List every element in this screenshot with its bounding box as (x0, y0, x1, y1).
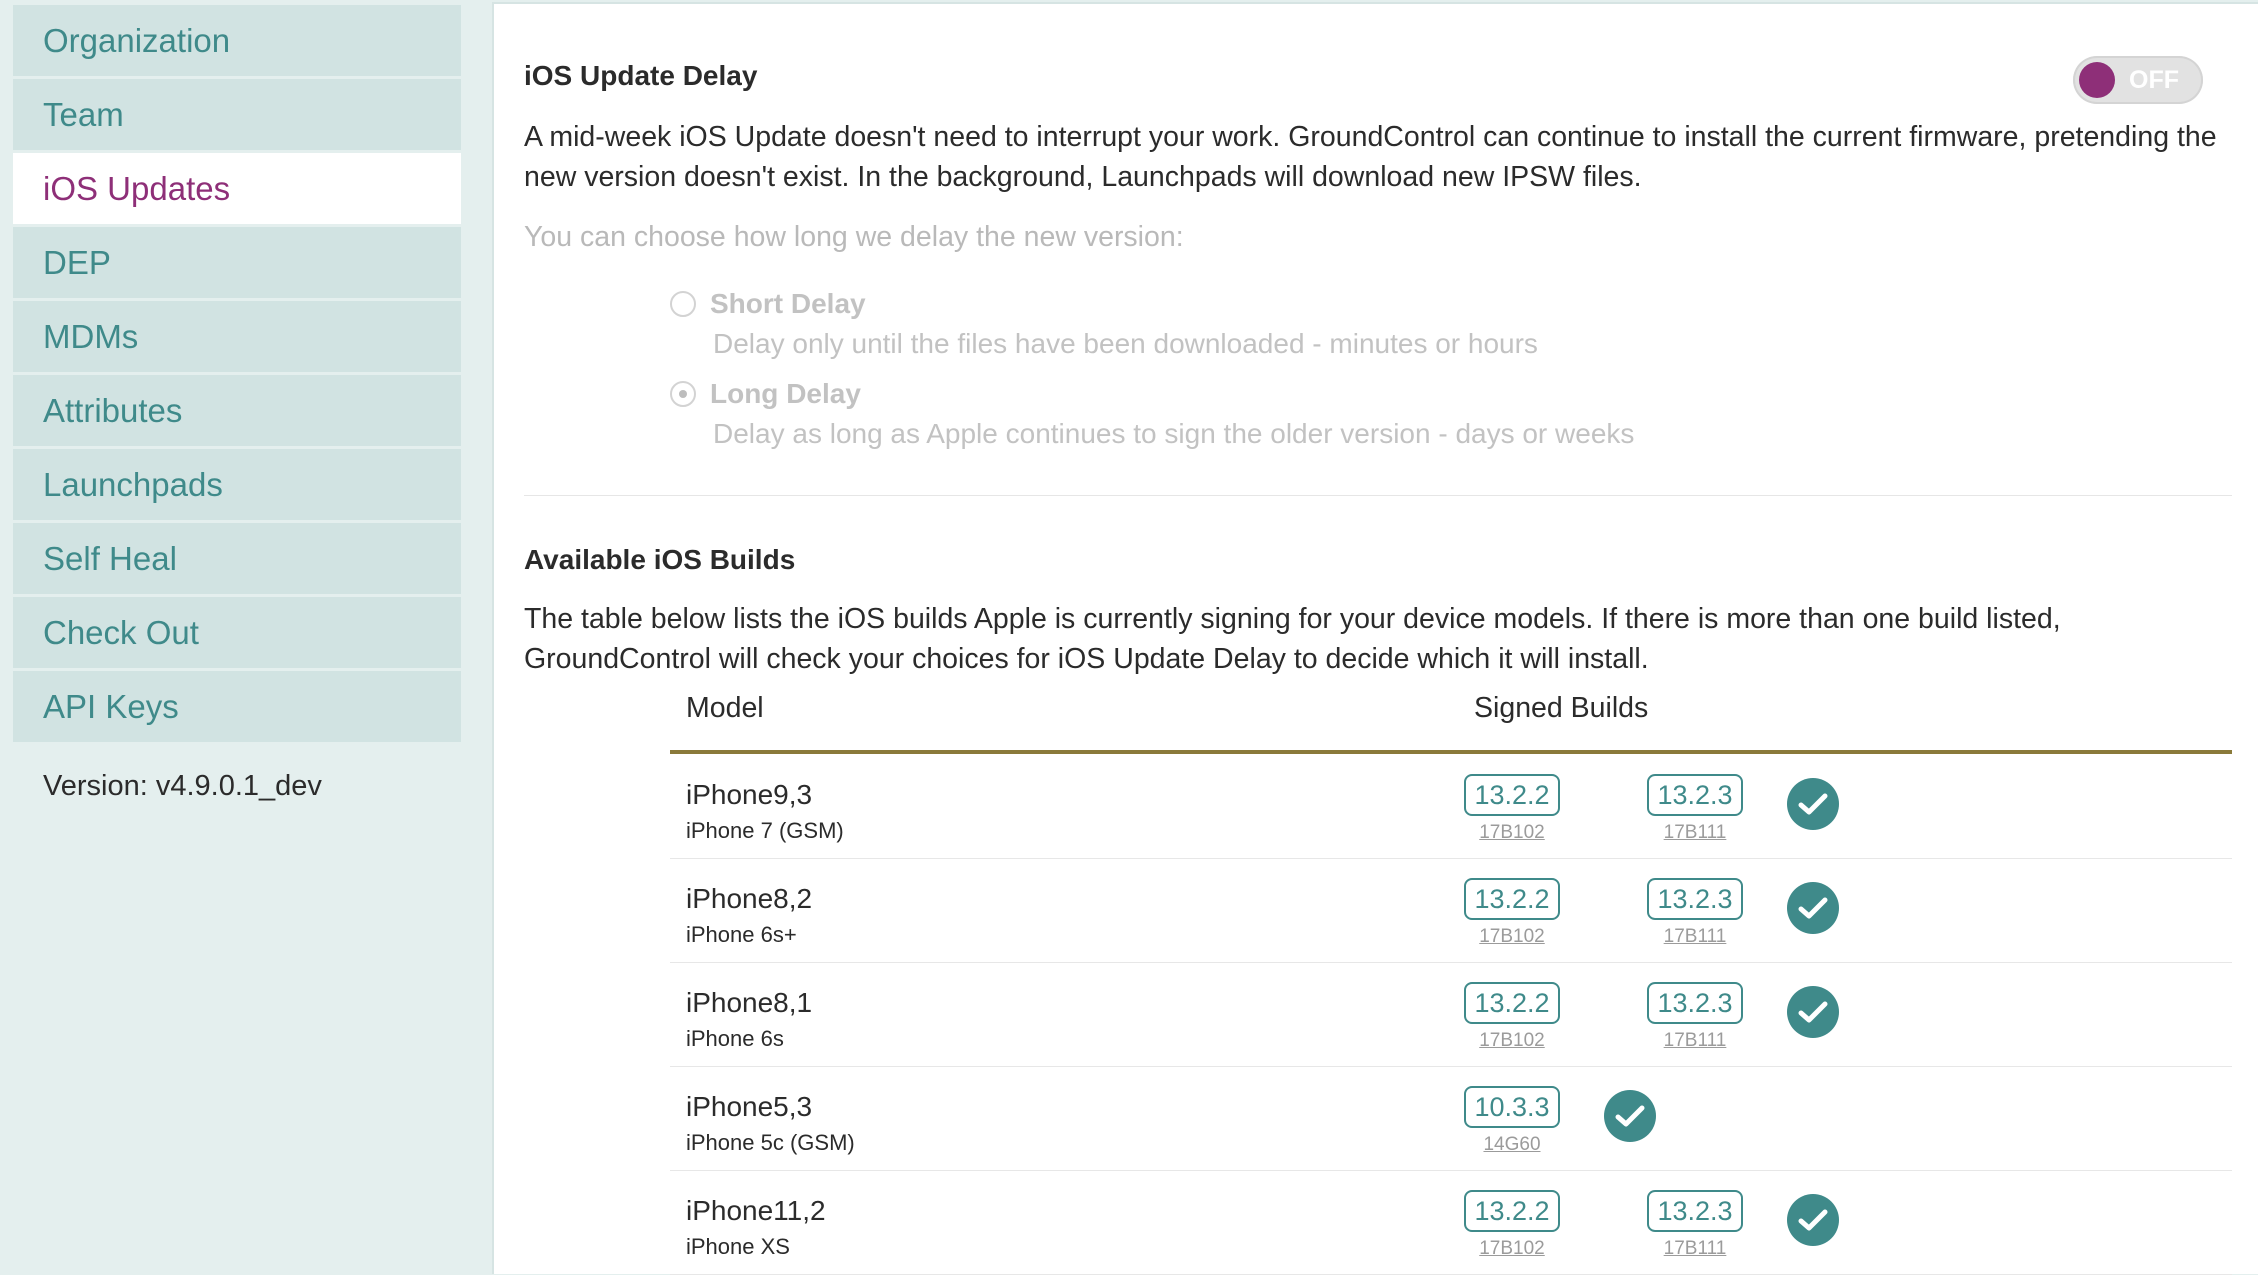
column-header-model: Model (686, 692, 764, 724)
radio-selected-dot (679, 390, 687, 398)
build-version[interactable]: 10.3.3 (1464, 1086, 1559, 1128)
build-id-link[interactable]: 17B111 (1663, 1238, 1727, 1259)
build-version[interactable]: 13.2.2 (1464, 774, 1559, 816)
build-id-link[interactable]: 17B102 (1479, 1030, 1545, 1051)
build-id-link[interactable]: 17B102 (1479, 1238, 1545, 1259)
build-chip (1462, 878, 1562, 948)
available-builds-description: The table below lists the iOS builds Apple is currently signing for your device models. If there is more than one build listed, GroundControl will check your choices for iOS Update Delay to decide which it will install. (524, 603, 2061, 675)
build-id-link[interactable]: 17B102 (1479, 822, 1545, 843)
device-name: iPhone 6s (686, 1026, 784, 1051)
sidebar-item-label: API Keys (43, 687, 179, 725)
version-label: Version: v4.9.0.1_dev (43, 770, 322, 802)
table-row (670, 1066, 2232, 1171)
device-name: iPhone XS (686, 1234, 790, 1259)
model-id: iPhone9,3 (686, 779, 813, 810)
build-id-link[interactable]: 17B111 (1663, 1030, 1727, 1051)
sidebar-item-label: iOS Updates (43, 169, 231, 207)
device-name: iPhone 7 (GSM) (686, 818, 844, 843)
model-id: iPhone8,2 (686, 883, 813, 914)
build-chip (1645, 774, 1745, 844)
build-version[interactable]: 13.2.2 (1464, 1190, 1559, 1232)
sidebar-item-label: MDMs (43, 317, 139, 355)
sidebar-item-label: Self Heal (43, 539, 177, 577)
model-id: iPhone11,2 (686, 1195, 826, 1226)
sidebar-item-mdms[interactable] (13, 301, 461, 372)
sidebar-item-launchpads[interactable] (13, 449, 461, 520)
table-row (670, 754, 2232, 859)
build-id-link[interactable]: 17B102 (1479, 926, 1545, 947)
toggle-label: OFF (2129, 66, 2179, 94)
build-version[interactable]: 13.2.2 (1464, 982, 1559, 1024)
table-row (670, 962, 2232, 1067)
build-chip (1462, 1086, 1562, 1156)
long-delay-description: Delay as long as Apple continues to sign the older version - days or weeks (713, 418, 1635, 449)
column-header-signed-builds: Signed Builds (1474, 692, 1649, 724)
build-id-link[interactable]: 17B111 (1663, 926, 1727, 947)
build-chip (1645, 982, 1745, 1052)
table-row (670, 1170, 2232, 1275)
check-circle-icon (1604, 1090, 1656, 1142)
sidebar (13, 5, 461, 803)
build-chip (1462, 774, 1562, 844)
build-chip (1462, 982, 1562, 1052)
update-delay-title: iOS Update Delay (524, 60, 758, 91)
sidebar-item-label: Check Out (43, 613, 199, 651)
update-delay-description: A mid-week iOS Update doesn't need to interrupt your work. GroundControl can continue to install the current firmware, pretending the new version doesn't exist. In the background, Launchpads will download new IPSW files. (524, 121, 2217, 193)
sidebar-item-label: Launchpads (43, 465, 223, 503)
short-delay-description: Delay only until the files have been downloaded - minutes or hours (713, 328, 1538, 359)
device-name: iPhone 5c (GSM) (686, 1130, 855, 1155)
sidebar-item-team[interactable] (13, 79, 461, 150)
build-chip (1645, 878, 1745, 948)
model-id: iPhone8,1 (686, 987, 813, 1018)
check-circle-icon (1787, 1194, 1839, 1246)
section-divider (524, 495, 2232, 496)
sidebar-item-attributes[interactable] (13, 375, 461, 446)
build-version[interactable]: 13.2.3 (1647, 1190, 1742, 1232)
sidebar-item-label: Attributes (43, 391, 183, 429)
sidebar-item-self-heal[interactable] (13, 523, 461, 594)
short-delay-title: Short Delay (710, 288, 866, 319)
sidebar-item-api-keys[interactable] (13, 671, 461, 742)
build-version[interactable]: 13.2.3 (1647, 774, 1742, 816)
sidebar-item-ios-updates[interactable] (13, 153, 461, 224)
check-circle-icon (1787, 778, 1839, 830)
main-panel (492, 2, 2258, 1274)
sidebar-item-organization[interactable] (13, 5, 461, 76)
sidebar-item-dep[interactable] (13, 227, 461, 298)
toggle-knob (2079, 62, 2115, 98)
build-id-link[interactable]: 14G60 (1483, 1134, 1541, 1155)
check-circle-icon (1787, 882, 1839, 934)
sidebar-item-check-out[interactable] (13, 597, 461, 668)
sidebar-item-label: Organization (43, 21, 231, 59)
build-version[interactable]: 13.2.3 (1647, 878, 1742, 920)
table-row (670, 858, 2232, 963)
build-version[interactable]: 13.2.3 (1647, 982, 1742, 1024)
delay-choose-text: You can choose how long we delay the new version: (524, 221, 1184, 253)
sidebar-item-label: Team (43, 95, 124, 133)
device-name: iPhone 6s+ (686, 922, 797, 947)
build-id-link[interactable]: 17B111 (1663, 822, 1727, 843)
check-circle-icon (1787, 986, 1839, 1038)
update-delay-toggle[interactable] (2073, 56, 2203, 104)
long-delay-title: Long Delay (710, 378, 861, 409)
long-delay-radio[interactable] (670, 381, 696, 407)
build-chip (1645, 1190, 1745, 1260)
available-builds-title: Available iOS Builds (524, 544, 796, 575)
short-delay-radio[interactable] (670, 291, 696, 317)
model-id: iPhone5,3 (686, 1091, 813, 1122)
sidebar-item-label: DEP (43, 243, 111, 281)
build-version[interactable]: 13.2.2 (1464, 878, 1559, 920)
build-chip (1462, 1190, 1562, 1260)
